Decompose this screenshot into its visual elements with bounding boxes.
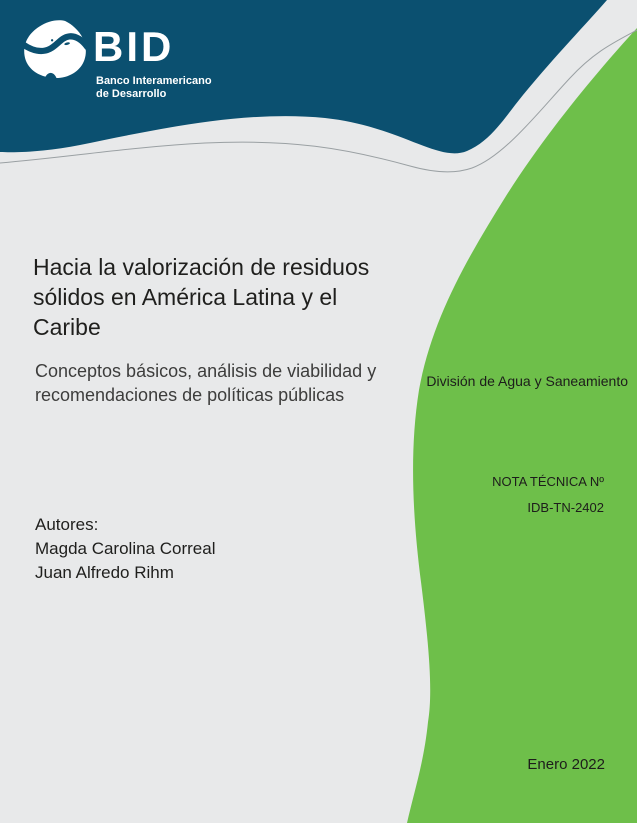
publication-date: Enero 2022 <box>527 756 605 773</box>
authors-block <box>35 513 215 585</box>
logo-tagline-line: Banco Interamericano <box>96 75 212 87</box>
technical-note-label: NOTA TÉCNICA Nº <box>492 474 604 489</box>
technical-note-number: IDB-TN-2402 <box>527 500 604 515</box>
logo-tagline <box>96 75 212 101</box>
technical-note-block <box>492 469 604 521</box>
logo-tagline-line: de Desarrollo <box>96 88 167 100</box>
bid-logo-mark-icon <box>22 20 89 78</box>
logo-island-dot <box>51 39 53 41</box>
page-title <box>33 252 369 342</box>
title-line: Caribe <box>33 314 101 340</box>
title-line: sólidos en América Latina y el <box>33 284 338 310</box>
logo-acronym: BID <box>93 23 175 70</box>
title-line: Hacia la valorización de residuos <box>33 254 370 280</box>
author-name: Juan Alfredo Rihm <box>35 563 174 582</box>
subtitle-line: recomendaciones de políticas públicas <box>35 385 345 405</box>
subtitle-line: Conceptos básicos, análisis de viabilidad y <box>35 361 377 381</box>
authors-label: Autores: <box>35 515 99 534</box>
page-subtitle <box>35 359 376 407</box>
author-name: Magda Carolina Correal <box>35 539 216 558</box>
division-label: División de Agua y Saneamiento <box>426 373 628 389</box>
header-wave-shape <box>0 0 607 153</box>
